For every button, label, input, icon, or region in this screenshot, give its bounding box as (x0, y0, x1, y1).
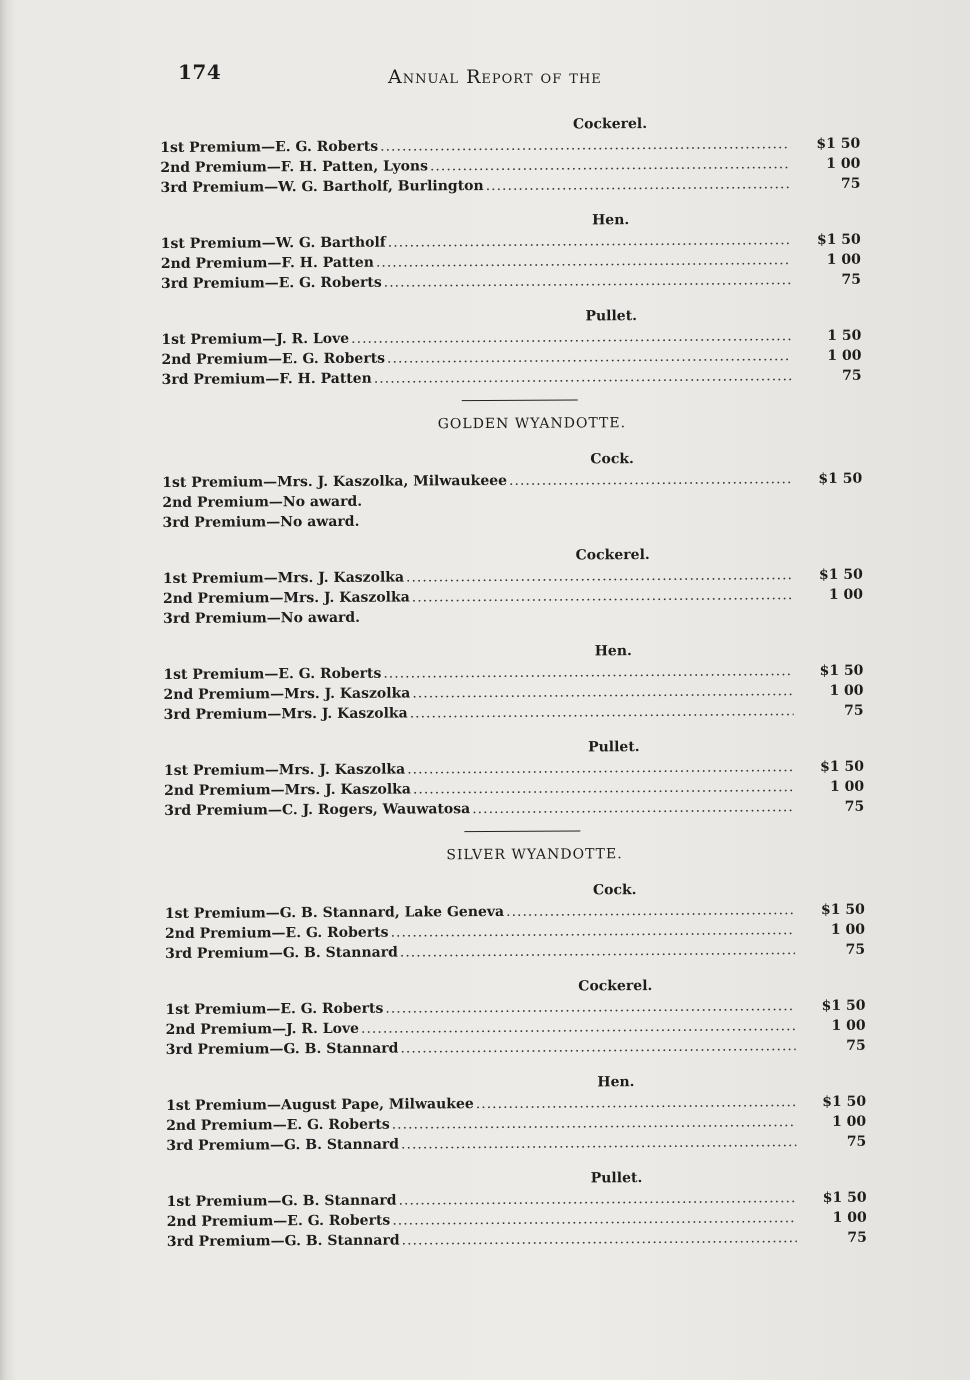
premium-row (166, 1036, 866, 1060)
premium-label: 1st Premium—Mrs. J. Kaszolka (163, 761, 406, 779)
dot-leader (383, 661, 793, 684)
award-group (163, 543, 883, 629)
premium-row (164, 701, 864, 725)
premium-list (160, 112, 887, 1252)
award-group (164, 735, 884, 821)
award-group (161, 304, 881, 390)
dot-leader (430, 154, 790, 176)
premium-amount: $1 50 (822, 1189, 867, 1206)
premium-amount: 75 (842, 367, 862, 384)
dot-leader (384, 270, 791, 292)
premium-amount: $1 50 (816, 231, 861, 248)
premium-row (162, 366, 862, 390)
group-title: Pullet. (588, 739, 640, 756)
dot-leader (376, 250, 791, 273)
dot-leader (412, 585, 793, 607)
premium-label: 2nd Premium—E. G. Roberts (164, 924, 389, 942)
premium-label: 3rd Premium—Mrs. J. Kaszolka (163, 705, 408, 723)
premium-label: 3rd Premium—W. G. Bartholf, Burlington (160, 178, 484, 196)
dot-leader (392, 1208, 797, 1230)
premium-label: 1st Premium—Mrs. J. Kaszolka, Milwaukeee (162, 472, 508, 491)
award-group (166, 1070, 886, 1156)
premium-amount: $1 50 (820, 901, 865, 918)
premium-amount: 1 00 (826, 155, 861, 172)
premium-label: 1st Premium—J. R. Love (161, 330, 350, 348)
premium-amount: $1 50 (819, 662, 864, 679)
dot-leader (380, 134, 790, 157)
premium-amount: 1 00 (829, 778, 865, 795)
premium-amount: 75 (847, 1229, 867, 1246)
premium-label: 2nd Premium—No award. (162, 493, 363, 511)
group-title: Pullet. (585, 308, 638, 325)
breed-section (160, 112, 882, 390)
breed-title: SILVER WYANDOTTE. (446, 846, 623, 864)
dot-leader (390, 920, 795, 942)
section-divider (462, 399, 578, 401)
award-group (161, 208, 881, 294)
premium-amount: 75 (846, 1037, 866, 1054)
premium-amount: 1 00 (831, 1017, 866, 1034)
premium-amount: $1 50 (820, 758, 865, 775)
premium-label: 3rd Premium—C. J. Rogers, Wauwatosa (164, 801, 471, 819)
dot-leader (399, 1188, 797, 1210)
premium-label: 2nd Premium—Mrs. J. Kaszolka (163, 685, 411, 703)
award-group (165, 974, 885, 1060)
award-group (162, 447, 882, 533)
premium-amount: 1 00 (828, 586, 863, 603)
dot-leader (374, 366, 792, 389)
premium-amount: 1 00 (827, 347, 862, 364)
award-group (166, 1166, 886, 1252)
group-title: Hen. (597, 1074, 635, 1091)
premium-amount: 75 (846, 1133, 867, 1150)
premium-label: 3rd Premium—G. B. Stannard (166, 1136, 400, 1154)
dot-leader (406, 565, 793, 587)
section-divider (464, 830, 580, 832)
premium-label: 3rd Premium—E. G. Roberts (160, 274, 382, 292)
dot-leader (400, 940, 795, 962)
premium-label: 3rd Premium—G. B. Stannard (165, 1040, 399, 1058)
dot-leader (407, 757, 794, 779)
dot-leader (509, 469, 792, 491)
dot-leader (387, 346, 792, 368)
premium-label: 1st Premium—E. G. Roberts (160, 138, 379, 156)
award-group (165, 878, 885, 964)
dot-leader (401, 1132, 796, 1154)
premium-label: 3rd Premium—No award. (162, 513, 360, 531)
dot-leader (351, 326, 791, 349)
premium-amount: 75 (844, 798, 865, 815)
breed-title: GOLDEN WYANDOTTE. (437, 415, 627, 433)
award-group (160, 112, 880, 198)
premium-label: 2nd Premium—Mrs. J. Kaszolka (162, 589, 410, 607)
premium-label: 1st Premium—G. B. Stannard, Lake Geneva (164, 903, 505, 922)
premium-row (163, 605, 863, 629)
premium-label: 1st Premium—E. G. Roberts (165, 1000, 384, 1018)
premium-row (161, 270, 861, 294)
premium-amount: 75 (845, 941, 866, 958)
premium-row (164, 797, 864, 821)
premium-label: 2nd Premium—E. G. Roberts (161, 350, 386, 368)
page-header (178, 60, 778, 100)
page-number: 174 (178, 60, 222, 84)
premium-label: 2nd Premium—E. G. Roberts (166, 1212, 391, 1230)
breed-section (162, 398, 885, 821)
premium-amount: 1 00 (831, 1113, 867, 1130)
dot-leader (476, 1092, 796, 1114)
premium-label: 3rd Premium—G. B. Stannard (165, 944, 398, 962)
premium-amount: $1 50 (818, 566, 863, 583)
premium-amount: 75 (840, 175, 861, 192)
premium-label: 3rd Premium—F. H. Patten (161, 370, 372, 388)
premium-label: 2nd Premium—Mrs. J. Kaszolka (164, 781, 411, 799)
dot-leader (410, 701, 794, 723)
dot-leader (402, 1228, 797, 1250)
premium-row (162, 509, 862, 533)
premium-label: 2nd Premium—F. H. Patten (160, 254, 374, 272)
premium-amount: 1 50 (827, 327, 862, 344)
group-title: Cockerel. (575, 547, 650, 564)
premium-label: 1st Premium—G. B. Stannard (166, 1192, 397, 1210)
group-title: Hen. (594, 643, 632, 660)
dot-leader (385, 996, 795, 1019)
group-title: Cockerel. (572, 116, 648, 133)
group-title: Cock. (590, 451, 634, 468)
dot-leader (413, 777, 794, 799)
group-title: Cock. (592, 882, 637, 899)
premium-label: 1st Premium—Mrs. J. Kaszolka (162, 569, 405, 587)
dot-leader (472, 797, 794, 819)
group-title: Hen. (592, 212, 630, 229)
premium-amount: 75 (844, 702, 864, 719)
dot-leader (412, 681, 793, 703)
premium-amount: 1 00 (826, 251, 861, 268)
premium-amount: 1 00 (832, 1209, 867, 1226)
dot-leader (361, 1016, 796, 1039)
dot-leader (362, 619, 793, 622)
premium-row (160, 174, 860, 198)
premium-label: 2nd Premium—F. H. Patten, Lyons (160, 158, 429, 176)
premium-label: 1st Premium—August Pape, Milwaukee (165, 1096, 474, 1114)
dot-leader (486, 174, 791, 196)
premium-amount: 1 00 (830, 921, 866, 938)
premium-label: 2nd Premium—E. G. Roberts (166, 1116, 390, 1134)
premium-amount: 1 00 (829, 682, 864, 699)
running-title: Annual Report of the (388, 66, 602, 88)
premium-amount: $1 50 (816, 135, 861, 152)
premium-amount: $1 50 (818, 470, 863, 487)
dot-leader (361, 523, 792, 526)
group-title: Pullet. (590, 1170, 643, 1187)
breed-section (164, 829, 887, 1252)
premium-amount: $1 50 (822, 1093, 867, 1110)
dot-leader (388, 230, 791, 252)
premium-amount: 75 (841, 271, 862, 288)
premium-row (166, 1132, 866, 1156)
dot-leader (506, 900, 795, 922)
dot-leader (400, 1036, 795, 1058)
premium-label: 1st Premium—E. G. Roberts (163, 665, 382, 683)
premium-label: 3rd Premium—G. B. Stannard (166, 1232, 400, 1250)
award-group (163, 639, 883, 725)
group-title: Cockerel. (578, 978, 653, 995)
premium-label: 2nd Premium—J. R. Love (165, 1020, 360, 1038)
dot-leader (392, 1112, 797, 1134)
premium-row (167, 1228, 867, 1252)
premium-label: 1st Premium—W. G. Bartholf (160, 234, 386, 252)
premium-row (165, 940, 865, 964)
premium-label: 3rd Premium—No award. (163, 609, 361, 627)
dot-leader (364, 503, 792, 506)
premium-amount: $1 50 (821, 997, 866, 1014)
